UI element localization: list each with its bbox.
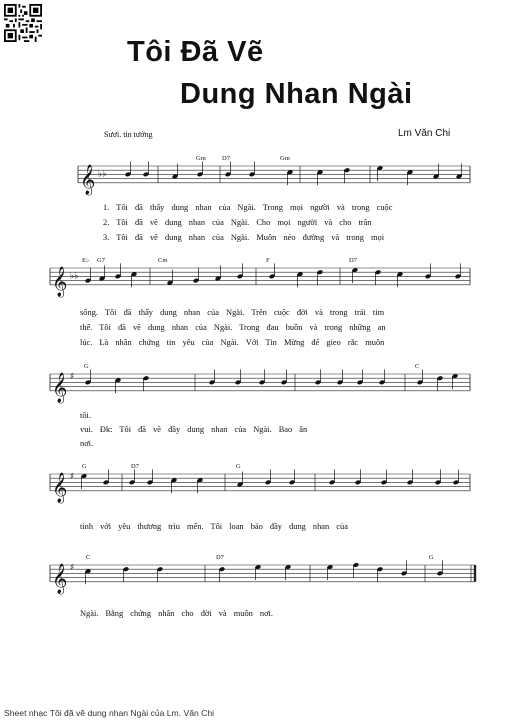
lyric-line: Ngài. Bằng chứng nhân cho đời và muôn nơi.	[80, 609, 273, 618]
chord-symbol: F	[266, 257, 270, 264]
lyric-line: vui. Đk: Tôi đã vẽ đầy dung nhan của Ngài. Bao ân	[80, 425, 308, 434]
chord-symbol: G	[429, 554, 434, 561]
chord-symbol: G	[82, 463, 87, 470]
sharp-key-signature-icon: ♯	[70, 563, 75, 574]
chord-symbol: C	[86, 554, 91, 561]
composer-name: Lm Văn Chi	[398, 128, 451, 139]
treble-clef-icon: 𝄞	[52, 372, 68, 403]
flat-key-signature-icon: ♭♭	[70, 271, 79, 282]
lyric-line: sống. Tôi đã thấy dung nhan của Ngài. Trên cuộc đời và trong trái tim	[80, 308, 385, 317]
flat-key-signature-icon: ♭♭	[98, 169, 107, 180]
lyric-line: nơi.	[80, 439, 94, 448]
song-title-line1: Tôi Đã Vẽ	[127, 36, 264, 68]
sharp-key-signature-icon: ♯	[70, 472, 75, 483]
chord-symbol: C	[415, 363, 420, 370]
lyric-line: 1. Tôi đã thấy dung nhan của Ngài. Trong mọi người và trong cuộc	[103, 203, 393, 212]
lyric-line: 2. Tôi đã vẽ dung nhan của Ngài. Cho mọi người và cho trần	[103, 218, 372, 227]
lyric-line: tôi.	[80, 411, 91, 420]
sharp-key-signature-icon: ♯	[70, 372, 75, 383]
chord-symbol: Gm	[280, 155, 290, 162]
treble-clef-icon: 𝄞	[52, 472, 68, 503]
treble-clef-icon: 𝄞	[52, 563, 68, 594]
chord-symbol: D7	[222, 155, 230, 162]
song-title-line2: Dung Nhan Ngài	[180, 78, 413, 110]
chord-symbol: D7	[349, 257, 357, 264]
chord-symbol: E♭	[82, 257, 90, 264]
lyric-line: thế. Tôi đã vẽ dung nhan của Ngài. Trong đau buồn và trong những an	[80, 323, 386, 332]
lyric-line: lúc. Là nhân chứng tin yêu của Ngài. Với Tin Mừng để gieo rắc muôn	[80, 338, 385, 347]
tempo-marking: Sươi. tin tưởng	[104, 130, 153, 139]
chord-symbol: D7	[131, 463, 139, 470]
lyric-line: 3. Tôi đã vẽ dung nhan của Ngài. Muôn nẻo đường và trong mọi	[103, 233, 385, 242]
chord-symbol: G	[236, 463, 241, 470]
chord-symbol: G	[84, 363, 89, 370]
footer-caption: Sheet nhạc Tôi đã vẽ dung nhan Ngài của Lm. Văn Chi	[4, 708, 215, 718]
chord-symbol: D7	[216, 554, 224, 561]
chord-symbol: Cm	[158, 257, 168, 264]
treble-clef-icon: 𝄞	[52, 266, 68, 297]
chord-symbol: G7	[97, 257, 105, 264]
chord-symbol: Gm	[196, 155, 206, 162]
treble-clef-icon: 𝄞	[80, 164, 96, 195]
lyric-line: tình với yêu thương trìu mến. Tôi loan báo đầy dung nhan của	[80, 522, 348, 531]
